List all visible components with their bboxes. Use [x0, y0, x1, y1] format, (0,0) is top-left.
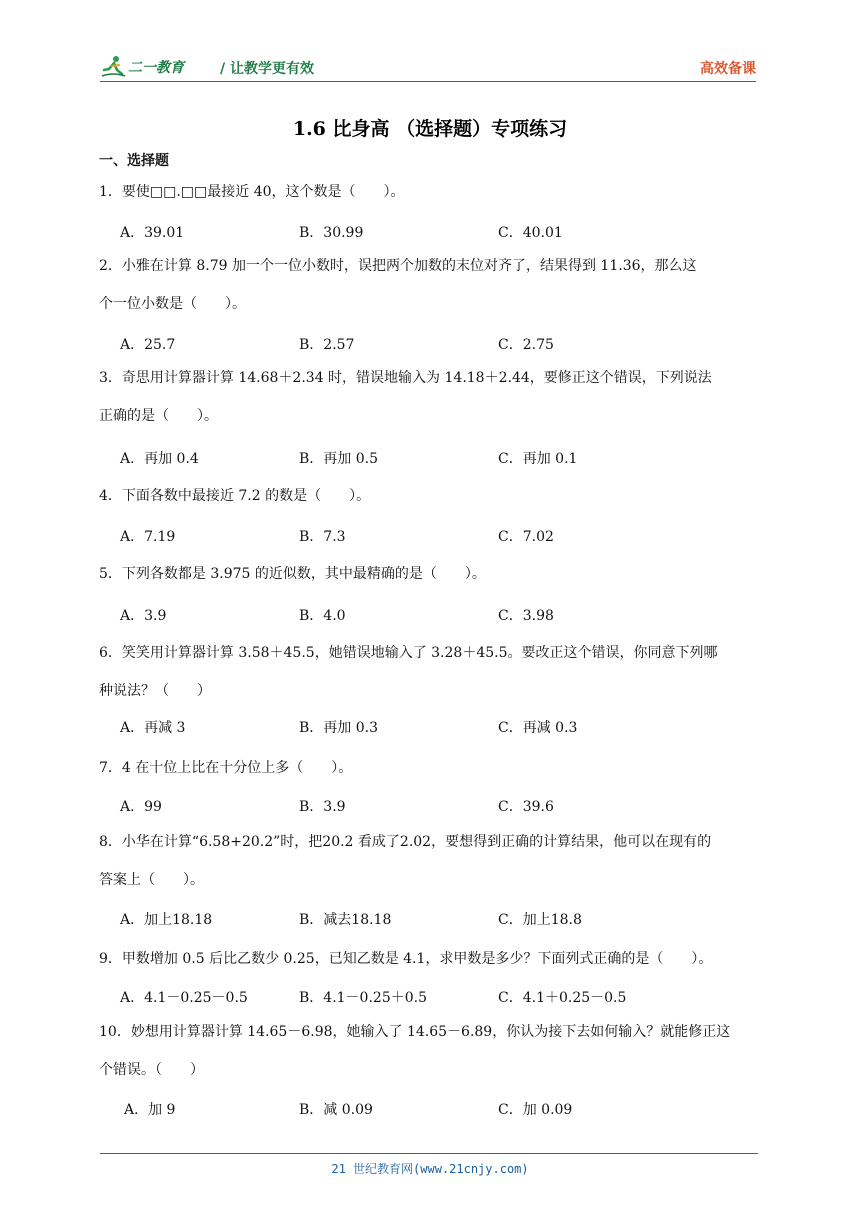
- question-1-option-b: B．30.99: [299, 225, 364, 241]
- question-text-continued: 答案上（ ）。: [99, 872, 204, 888]
- question-6: [99, 643, 764, 701]
- page-header: [100, 54, 756, 82]
- question-4-option-c: C．7.02: [498, 529, 554, 545]
- question-7-option-c: C．39.6: [498, 799, 554, 815]
- question-9: [99, 949, 764, 969]
- question-text: 8．小华在计算“6.58+20.2”时，把20.2 看成了2.02，要想得到正确的计算结果，他可以在现有的: [99, 834, 712, 850]
- header-divider: [100, 81, 756, 82]
- question-2-option-b: B．2.57: [299, 337, 355, 353]
- logo-text: 二一教育: [128, 60, 184, 76]
- question-5-option-b: B．4.0: [299, 608, 346, 624]
- question-text: 1．要使□□.□□最接近 40，这个数是（ ）。: [99, 184, 405, 200]
- question-3-option-b: B．再加 0.5: [299, 451, 379, 467]
- runner-logo-icon: [100, 54, 126, 80]
- question-text: 2．小雅在计算 8.79 加一个一位小数时，误把两个加数的末位对齐了，结果得到 11.36，那么这: [99, 258, 697, 274]
- question-1-option-a: A．39.01: [120, 225, 185, 241]
- question-4-option-b: B．7.3: [299, 529, 346, 545]
- question-2: [99, 256, 764, 314]
- question-1-option-c: C．40.01: [498, 225, 563, 241]
- question-9-option-a: A．4.1－0.25－0.5: [120, 990, 248, 1006]
- header-right-label: 高效备课: [700, 61, 756, 77]
- question-8-option-a: A．加上18.18: [120, 912, 213, 928]
- question-8: [99, 832, 764, 890]
- question-10: [99, 1022, 764, 1080]
- question-text-continued: 个一位小数是（ ）。: [99, 296, 246, 312]
- question-7-option-b: B．3.9: [299, 799, 346, 815]
- question-7-option-a: A．99: [120, 799, 162, 815]
- section-heading: 一、选择题: [99, 153, 169, 169]
- question-text-continued: 正确的是（ ）。: [99, 408, 218, 424]
- question-text: 5．下列各数都是 3.975 的近似数，其中最精确的是（ ）。: [99, 566, 486, 582]
- question-3-option-c: C．再加 0.1: [498, 451, 578, 467]
- question-8-option-c: C．加上18.8: [498, 912, 582, 928]
- question-4-option-a: A．7.19: [120, 529, 176, 545]
- logo: [100, 54, 184, 80]
- question-9-option-c: C．4.1＋0.25－0.5: [498, 990, 627, 1006]
- question-5-option-c: C．3.98: [498, 608, 554, 624]
- question-3: [99, 368, 764, 426]
- question-7: [99, 758, 764, 778]
- question-2-option-a: A．25.7: [120, 337, 176, 353]
- question-10-option-c: C．加 0.09: [498, 1102, 573, 1118]
- question-text: 7．4 在十位上比在十分位上多（ ）。: [99, 760, 353, 776]
- question-text: 4．下面各数中最接近 7.2 的数是（ ）。: [99, 488, 371, 504]
- question-3-option-a: A．再加 0.4: [120, 451, 199, 467]
- question-6-option-c: C．再减 0.3: [498, 720, 578, 736]
- question-4: [99, 486, 764, 506]
- footer-divider: [100, 1153, 758, 1154]
- question-text-continued: 个错误。（ ）: [99, 1062, 204, 1078]
- page-footer: 21 世纪教育网(www.21cnjy.com): [331, 1162, 529, 1176]
- question-6-option-a: A．再减 3: [120, 720, 186, 736]
- question-5-option-a: A．3.9: [120, 608, 167, 624]
- page-title: 1.6 比身高 （选择题）专项练习: [292, 118, 568, 140]
- question-2-option-c: C．2.75: [498, 337, 554, 353]
- question-9-option-b: B．4.1－0.25＋0.5: [299, 990, 427, 1006]
- question-text-continued: 种说法？（ ）: [99, 683, 211, 699]
- header-slogan: / 让教学更有效: [220, 61, 314, 77]
- question-text: 6．笑笑用计算器计算 3.58＋45.5，她错误地输入了 3.28＋45.5。要改正这个错误，你同意下列哪: [99, 645, 718, 661]
- question-8-option-b: B．减去18.18: [299, 912, 392, 928]
- question-10-option-b: B．减 0.09: [299, 1102, 373, 1118]
- question-10-option-a: A．加 9: [124, 1102, 176, 1118]
- question-text: 3．奇思用计算器计算 14.68＋2.34 时，错误地输入为 14.18＋2.44，要修正这个错误，下列说法: [99, 370, 712, 386]
- question-6-option-b: B．再加 0.3: [299, 720, 379, 736]
- question-1: [99, 182, 764, 202]
- question-text: 10．妙想用计算器计算 14.65－6.98，她输入了 14.65－6.89，你认为接下去如何输入？就能修正这: [99, 1024, 731, 1040]
- question-text: 9．甲数增加 0.5 后比乙数少 0.25，已知乙数是 4.1，求甲数是多少？下面列式正确的是（ ）。: [99, 951, 713, 967]
- question-5: [99, 564, 764, 584]
